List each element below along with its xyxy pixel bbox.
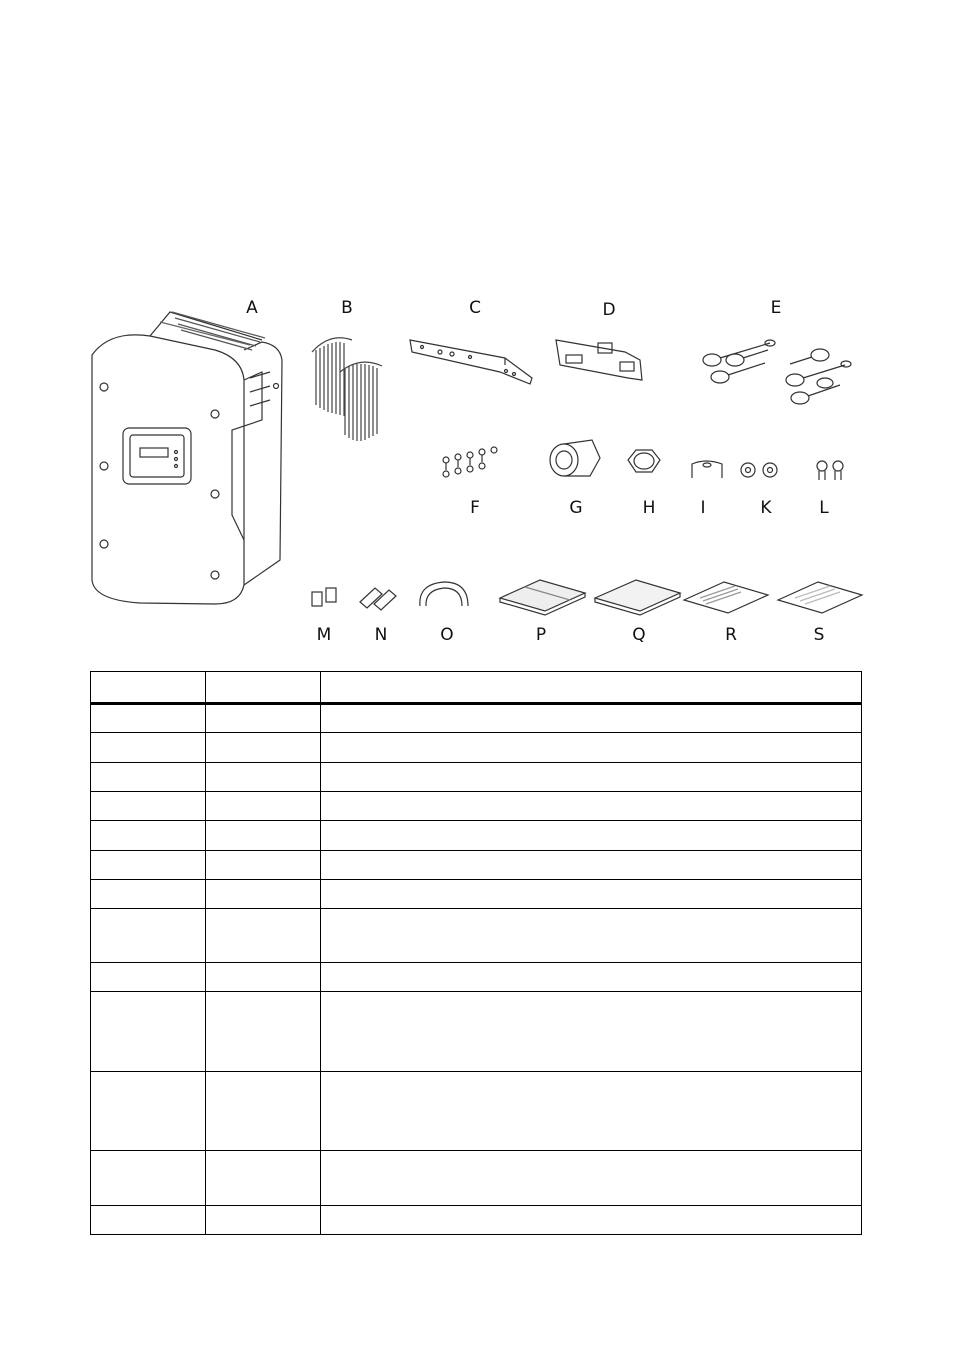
- table-cell: [91, 733, 206, 763]
- table-row: [91, 992, 862, 1072]
- label-a: A: [246, 298, 258, 318]
- table-cell: [206, 992, 321, 1072]
- table-row: [91, 1072, 862, 1151]
- table-cell: [91, 880, 206, 909]
- label-e: E: [770, 298, 782, 318]
- table-cell: [206, 1072, 321, 1151]
- label-o: O: [440, 625, 454, 645]
- connectors-drawing: [703, 340, 851, 404]
- lug-screws-drawing: [817, 461, 843, 480]
- label-q: Q: [632, 625, 646, 645]
- inverter-drawing: [92, 312, 282, 604]
- delivery-contents-table: [90, 671, 862, 1235]
- label-l: L: [819, 498, 829, 518]
- table-row: [91, 851, 862, 880]
- table-cell: [206, 792, 321, 821]
- manual-p-drawing: [500, 580, 585, 615]
- header-cell: [91, 672, 206, 704]
- table-row: [91, 880, 862, 909]
- bracket-drawing: [410, 340, 532, 384]
- table-cell: [321, 792, 862, 821]
- table-cell: [91, 704, 206, 733]
- table-cell: [206, 763, 321, 792]
- jumpers-drawing: [312, 588, 336, 606]
- table-row: [91, 792, 862, 821]
- table-cell: [321, 1151, 862, 1206]
- screws-drawing: [443, 447, 497, 477]
- table-cell: [91, 992, 206, 1072]
- table-cell: [206, 909, 321, 963]
- plugs-drawing: [360, 588, 396, 610]
- sheet-r-drawing: [684, 582, 768, 613]
- table-cell: [321, 733, 862, 763]
- header-cell: [321, 672, 862, 704]
- cable-gland-drawing: [550, 440, 600, 476]
- table-cell: [206, 821, 321, 851]
- label-i: I: [700, 498, 706, 518]
- table-cell: [321, 880, 862, 909]
- table-cell: [91, 763, 206, 792]
- foil-strips-drawing: [312, 338, 382, 441]
- table-cell: [206, 963, 321, 992]
- table-cell: [91, 1206, 206, 1235]
- table-cell: [91, 963, 206, 992]
- table-row: [91, 1206, 862, 1235]
- table-row: [91, 909, 862, 963]
- table-row: [91, 704, 862, 733]
- table-cell: [321, 1206, 862, 1235]
- table-cell: [91, 1151, 206, 1206]
- table-cell: [321, 704, 862, 733]
- header-cell: [206, 672, 321, 704]
- table-cell: [321, 821, 862, 851]
- table-cell: [321, 1072, 862, 1151]
- label-f: F: [470, 498, 480, 518]
- table-cell: [91, 851, 206, 880]
- table-row: [91, 1151, 862, 1206]
- label-p: P: [535, 625, 547, 645]
- table-row: [91, 821, 862, 851]
- table-row: [91, 763, 862, 792]
- label-r: R: [725, 625, 737, 645]
- lock-nut-drawing: [628, 450, 660, 472]
- scope-of-delivery-figure: [0, 0, 954, 660]
- table-row: [91, 733, 862, 763]
- table-cell: [321, 909, 862, 963]
- sheet-s-drawing: [778, 582, 862, 613]
- table-row: [91, 963, 862, 992]
- label-c: C: [469, 298, 481, 318]
- label-n: N: [374, 625, 388, 645]
- manual-q-drawing: [595, 580, 680, 615]
- table-header-row: [91, 672, 862, 704]
- table-cell: [91, 1072, 206, 1151]
- table-cell: [206, 733, 321, 763]
- label-g: G: [569, 498, 583, 518]
- label-h: H: [642, 498, 656, 518]
- table-cell: [91, 821, 206, 851]
- table-cell: [321, 963, 862, 992]
- table-cell: [206, 704, 321, 733]
- cable-loop-drawing: [420, 582, 468, 606]
- table-cell: [321, 851, 862, 880]
- label-s: S: [813, 625, 825, 645]
- label-m: M: [316, 625, 332, 645]
- table-cell: [206, 1206, 321, 1235]
- table-cell: [321, 992, 862, 1072]
- label-k: K: [760, 498, 772, 518]
- washers-drawing: [741, 463, 777, 477]
- table-cell: [91, 792, 206, 821]
- table-cell: [91, 909, 206, 963]
- mount-drawing: [556, 340, 642, 380]
- table-cell: [206, 1151, 321, 1206]
- table-cell: [206, 880, 321, 909]
- label-d: D: [602, 300, 616, 320]
- label-b: B: [341, 298, 353, 318]
- table-cell: [206, 851, 321, 880]
- table-cell: [321, 763, 862, 792]
- clamp-drawing: [692, 461, 722, 478]
